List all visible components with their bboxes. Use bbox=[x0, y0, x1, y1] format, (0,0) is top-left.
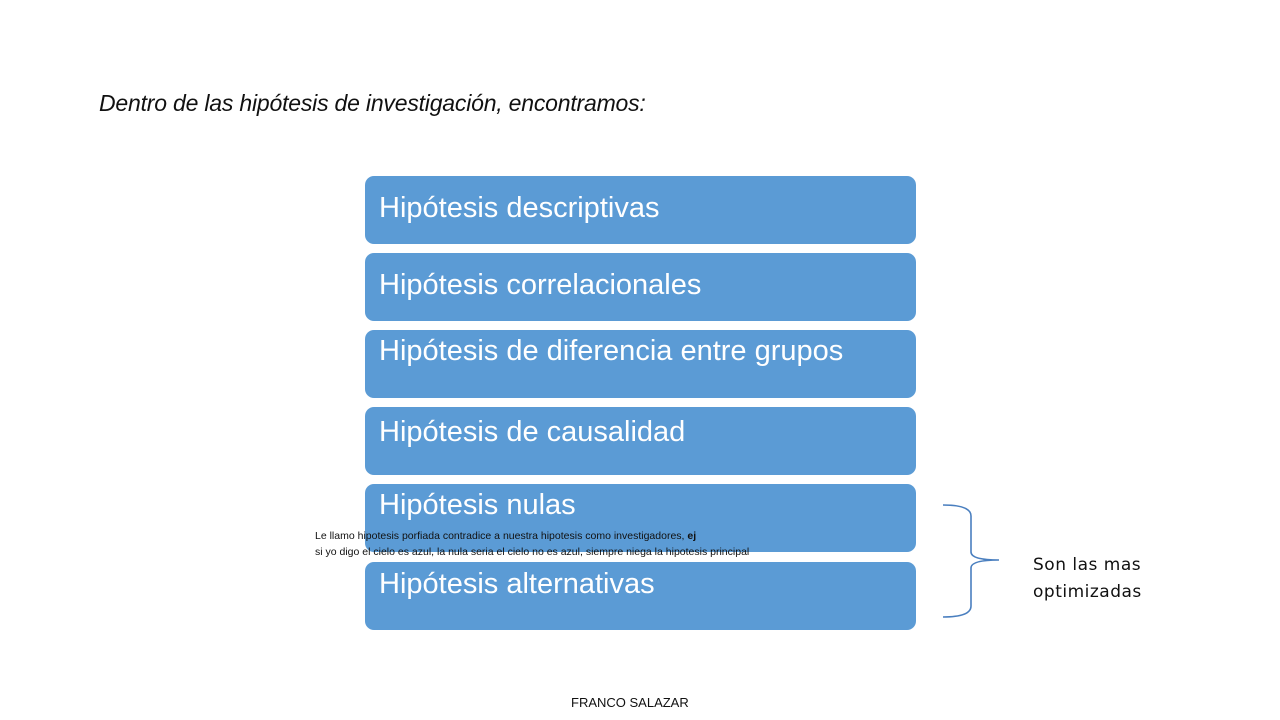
footer-author: FRANCO SALAZAR bbox=[571, 695, 689, 710]
null-hypothesis-note bbox=[315, 528, 749, 560]
note-line-2: si yo digo el cielo es azul, la nula seria el cielo no es azul, siempre niega la hipotesis principal bbox=[315, 546, 750, 558]
slide-heading: Dentro de las hipótesis de investigación, encontramos: bbox=[99, 90, 646, 116]
hypothesis-label: Hipótesis descriptivas bbox=[379, 192, 660, 224]
hypothesis-label: Hipótesis de causalidad bbox=[379, 416, 686, 448]
hypothesis-label: Hipótesis correlacionales bbox=[379, 269, 702, 301]
note-line-1-text: Le llamo hipotesis porfiada contradice a nuestra hipotesis como investigadores, bbox=[315, 530, 688, 542]
hypothesis-box-correlational bbox=[365, 253, 916, 321]
hypothesis-box-causality bbox=[365, 407, 916, 475]
note-line-1 bbox=[315, 528, 749, 544]
hypothesis-box-alternative bbox=[365, 562, 916, 630]
optimized-label-line-1: Son las mas bbox=[1033, 555, 1142, 575]
optimized-label-line-2: optimizadas bbox=[1033, 582, 1142, 602]
hypothesis-box-group-difference bbox=[365, 330, 916, 398]
hypothesis-box-descriptive bbox=[365, 176, 916, 244]
hypothesis-label: Hipótesis nulas bbox=[379, 489, 576, 521]
hypothesis-label: Hipótesis alternativas bbox=[379, 568, 655, 600]
right-brace-icon bbox=[935, 500, 1005, 622]
optimized-label bbox=[1033, 552, 1142, 606]
note-line-1-bold: ej bbox=[687, 530, 697, 542]
hypothesis-label: Hipótesis de diferencia entre grupos bbox=[379, 335, 844, 367]
